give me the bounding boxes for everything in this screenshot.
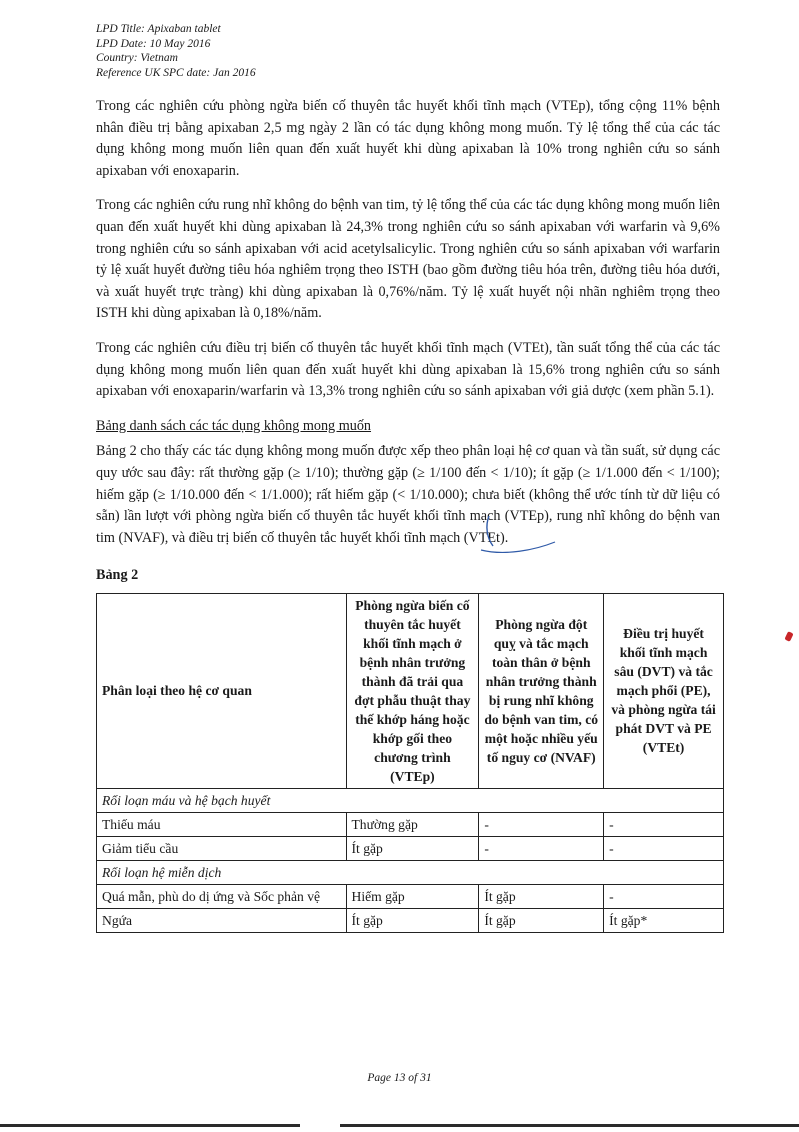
table-row	[97, 884, 724, 908]
adverse-effects-table	[96, 593, 724, 933]
table-header-row	[97, 593, 724, 788]
paragraph-nvaf: Trong các nghiên cứu rung nhĩ không do bệnh van tim, tỷ lệ tổng thể của các tác dụng không mong muốn liên quan đến xuất huyết khi dùng apixaban là 24,3% trong nghiên cứu so sánh apixaban với warfarin và 9,6% trong nghiên cứu so sánh apixaban với acid acetylsalicylic. Trong nghiên cứu so sánh apixaban với warfarin tỷ lệ xuất huyết đường tiêu hóa nghiêm trọng theo ISTH (bao gồm đường tiêu hóa trên, đường tiêu hóa dưới, và xuất huyết trực tràng) khi dùng apixaban là 0,76%/năm. Tỷ lệ xuất huyết nội nhãn nghiêm trọng theo ISTH khi dùng apixaban là 0,18%/năm.	[96, 197, 720, 322]
red-edge-mark	[784, 631, 793, 642]
header-country: Country: Vietnam	[96, 52, 178, 64]
cell-term: Thiếu máu	[97, 812, 347, 836]
table-row	[97, 812, 724, 836]
handwritten-pen-mark	[475, 512, 565, 562]
category-row	[97, 788, 724, 812]
section-paragraph: Bảng 2 cho thấy các tác dụng không mong muốn được xếp theo phân loại hệ cơ quan và tần suất, sử dụng các quy ước sau đây: rất thường gặp (≥ 1/10); thường gặp (≥ 1/100 đến < 1/10); ít gặp (≥ 1/1.000 đến < 1/100); hiếm gặp (≥ 1/10.000 đến < 1/1.000); rất hiếm gặp (< 1/10.000); chưa biết (không thể ước tính từ dữ liệu có sẵn) lần lượt với phòng ngừa biến cố thuyên tắc huyết khối tĩnh mạch (VTEp), rung nhĩ không do bệnh van tim (NVAF), và điều trị biến cố thuyên tắc huyết khối tĩnh mạch (VTEt).	[96, 443, 720, 546]
header-nvaf: Phòng ngừa đột quỵ và tắc mạch toàn thân ở bệnh nhân trưởng thành bị rung nhĩ không do bệnh van tim, có một hoặc nhiều yếu tố nguy cơ (NVAF)	[479, 593, 604, 788]
paragraph-vtep: Trong các nghiên cứu phòng ngừa biến cố thuyên tắc huyết khối tĩnh mạch (VTEp), tổng cộng 11% bệnh nhân điều trị bằng apixaban 2,5 mg ngày 2 lần có tác dụng không mong muốn. Tỷ lệ tổng thể của các tác dụng không mong muốn liên quan đến xuất huyết khi dùng apixaban là 10% trong nghiên cứu so sánh apixaban với enoxaparin.	[96, 98, 720, 179]
table-title: Bảng 2	[96, 567, 139, 584]
category-immune: Rối loạn hệ miễn dịch	[97, 860, 724, 884]
cell-nvaf: Ít gặp	[479, 884, 604, 908]
header-vtet: Điều trị huyết khối tĩnh mạch sâu (DVT) và tắc mạch phổi (PE), và phòng ngừa tái phát DVT và PE (VTEt)	[604, 593, 724, 788]
cell-vtep: Hiếm gặp	[346, 884, 479, 908]
cell-nvaf: -	[479, 812, 604, 836]
cell-term: Quá mẫn, phù do dị ứng và Sốc phản vệ	[97, 884, 347, 908]
header-date: LPD Date: 10 May 2016	[96, 37, 211, 50]
paragraph-vtet: Trong các nghiên cứu điều trị biến cố thuyên tắc huyết khối tĩnh mạch (VTEt), tần suất tổng thể của các tác dụng không mong muốn liên quan đến xuất huyết khi dùng apixaban là 15,6% trong nghiên cứu so sánh apixaban với enoxaparin/warfarin và 13,3% trong nghiên cứu so sánh apixaban với giả dược (xem phần 5.1).	[96, 339, 720, 400]
table-row	[97, 908, 724, 932]
header-organ-class: Phân loại theo hệ cơ quan	[97, 593, 347, 788]
cell-nvaf: -	[479, 836, 604, 860]
bottom-rule-left	[0, 1124, 300, 1127]
header-reference: Reference UK SPC date: Jan 2016	[96, 66, 256, 79]
bottom-rule-right	[340, 1124, 799, 1127]
cell-vtep: Ít gặp	[346, 908, 479, 932]
header-vtep: Phòng ngừa biến cố thuyên tắc huyết khối tĩnh mạch ở bệnh nhân trưởng thành đã trải qua đợt phẫu thuật thay thế khớp háng hoặc khớp gối theo chương trình (VTEp)	[346, 593, 479, 788]
cell-vtet: -	[604, 812, 724, 836]
category-row	[97, 860, 724, 884]
category-blood: Rối loạn máu và hệ bạch huyết	[97, 788, 724, 812]
cell-vtet: Ít gặp*	[604, 908, 724, 932]
cell-nvaf: Ít gặp	[479, 908, 604, 932]
cell-vtet: -	[604, 836, 724, 860]
cell-vtep: Thường gặp	[346, 812, 479, 836]
cell-vtet: -	[604, 884, 724, 908]
cell-vtep: Ít gặp	[346, 836, 479, 860]
document-body	[96, 96, 720, 933]
cell-term: Ngứa	[97, 908, 347, 932]
cell-term: Giảm tiểu cầu	[97, 836, 347, 860]
section-title: Bảng danh sách các tác dụng không mong muốn	[96, 417, 372, 434]
page-number: Page 13 of 31	[367, 1072, 432, 1084]
table-row	[97, 836, 724, 860]
header-title: LPD Title: Apixaban tablet	[96, 23, 221, 35]
document-header	[96, 22, 256, 80]
